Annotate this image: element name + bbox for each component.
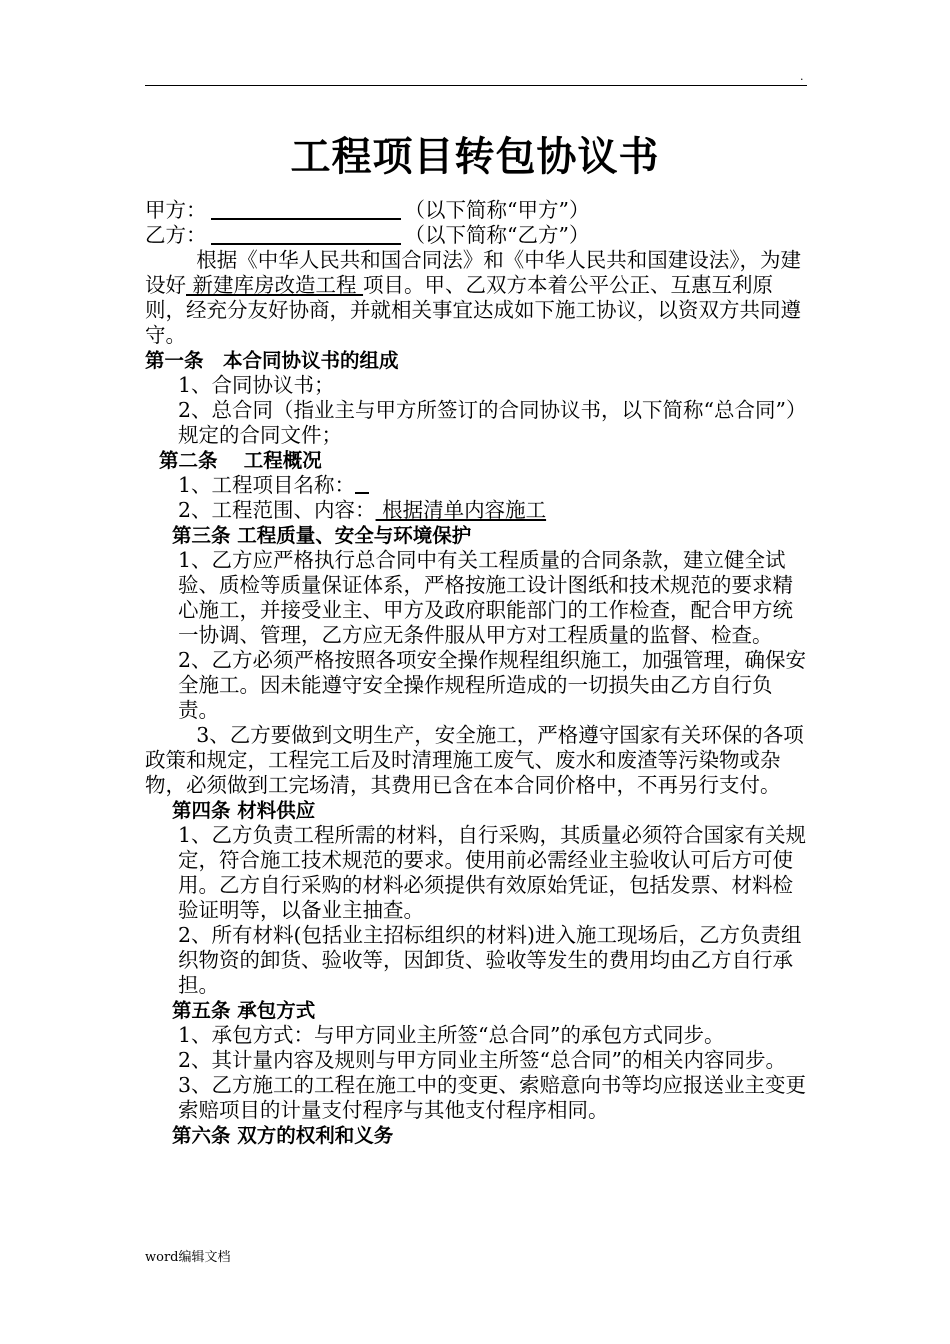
preamble-before: 根据《中华人民共和国合同法》和《中华人民共和国建设法》，为建设好 [145, 248, 801, 297]
article-2-item-1 [145, 473, 807, 498]
party-a-label: 甲方： [145, 198, 207, 222]
project-name-blank [355, 474, 369, 494]
header-mark: . [800, 70, 804, 83]
party-a-blank [211, 198, 401, 220]
document-title: 工程项目转包协议书 [290, 134, 660, 180]
article-4-heading: 第四条 材料供应 [172, 799, 316, 822]
article-3-item-2: 2、乙方必须严格按照各项安全操作规程组织施工，加强管理，确保安全施工。因未能遵守安全操作规程所造成的一切损失由乙方自行负责。 [178, 648, 807, 722]
party-b-blank [211, 223, 401, 245]
article-1-item-2: 2、总合同（指业主与甲方所签订的合同协议书，以下简称“总合同”）规定的合同文件； [178, 398, 807, 447]
article-1-heading: 第一条 本合同协议书的组成 [145, 349, 399, 372]
header-rule [145, 85, 807, 86]
article-2-heading: 第二条 工程概况 [159, 449, 322, 472]
preamble-after: 项目。甲、乙双方本着公平公正、互惠互利原则，经充分友好协商，并就相关事宜达成如下施工协议，以资双方共同遵守。 [145, 273, 801, 347]
article-5-item-3: 3、乙方施工的工程在施工中的变更、索赔意向书等均应报送业主变更索赔项目的计量支付程序与其他支付程序相同。 [178, 1073, 807, 1122]
article-2-item-2-label: 2、工程范围、内容： [178, 498, 376, 522]
page-footer: word编辑文档 [145, 1250, 231, 1265]
article-2-item-1-label: 1、工程项目名称： [178, 473, 356, 497]
preamble [145, 248, 807, 348]
article-4-item-1: 1、乙方负责工程所需的材料，自行采购，其质量必须符合国家有关规定，符合施工技术规范的要求。使用前必需经业主验收认可后方可使用。乙方自行采购的材料必须提供有效原始凭证，包括发票、材料检验证明等，以备业主抽查。 [178, 823, 807, 922]
project-name: 新建库房改造工程 [186, 273, 364, 297]
party-b-label: 乙方： [145, 223, 207, 247]
party-a-line [145, 198, 807, 223]
party-a-suffix: （以下简称“甲方”） [404, 198, 590, 222]
article-3-item-1: 1、乙方应严格执行总合同中有关工程质量的合同条款，建立健全试验、质检等质量保证体系，严格按施工设计图纸和技术规范的要求精心施工，并接受业主、甲方及政府职能部门的工作检查，配合甲方统一协调、管理，乙方应无条件服从甲方对工程质量的监督、检查。 [178, 548, 793, 647]
article-1-item-1: 1、合同协议书； [178, 373, 335, 397]
article-4-item-2: 2、所有材料(包括业主招标组织的材料)进入施工现场后，乙方负责组织物资的卸货、验收等，因卸货、验收等发生的费用均由乙方自行承担。 [178, 923, 802, 997]
article-5-item-2: 2、其计量内容及规则与甲方同业主所签“总合同”的相关内容同步。 [178, 1048, 787, 1072]
article-2-item-2 [145, 498, 807, 523]
scope-value: 根据清单内容施工 [375, 498, 547, 522]
article-3-item-3: 3、乙方要做到文明生产，安全施工，严格遵守国家有关环保的各项政策和规定，工程完工后及时清理施工废气、废水和废渣等污染物或杂物，必须做到工完场清，其费用已含在本合同价格中，不再另行支付。 [145, 723, 804, 797]
party-b-suffix: （以下简称“乙方”） [404, 223, 590, 247]
article-6-heading: 第六条 双方的权利和义务 [172, 1124, 394, 1147]
article-5-heading: 第五条 承包方式 [172, 999, 316, 1022]
document-body [145, 198, 807, 1148]
article-5-item-1: 1、承包方式：与甲方同业主所签“总合同”的承包方式同步。 [178, 1023, 725, 1047]
party-b-line [145, 223, 807, 248]
article-3-heading: 第三条 工程质量、安全与环境保护 [172, 524, 472, 547]
